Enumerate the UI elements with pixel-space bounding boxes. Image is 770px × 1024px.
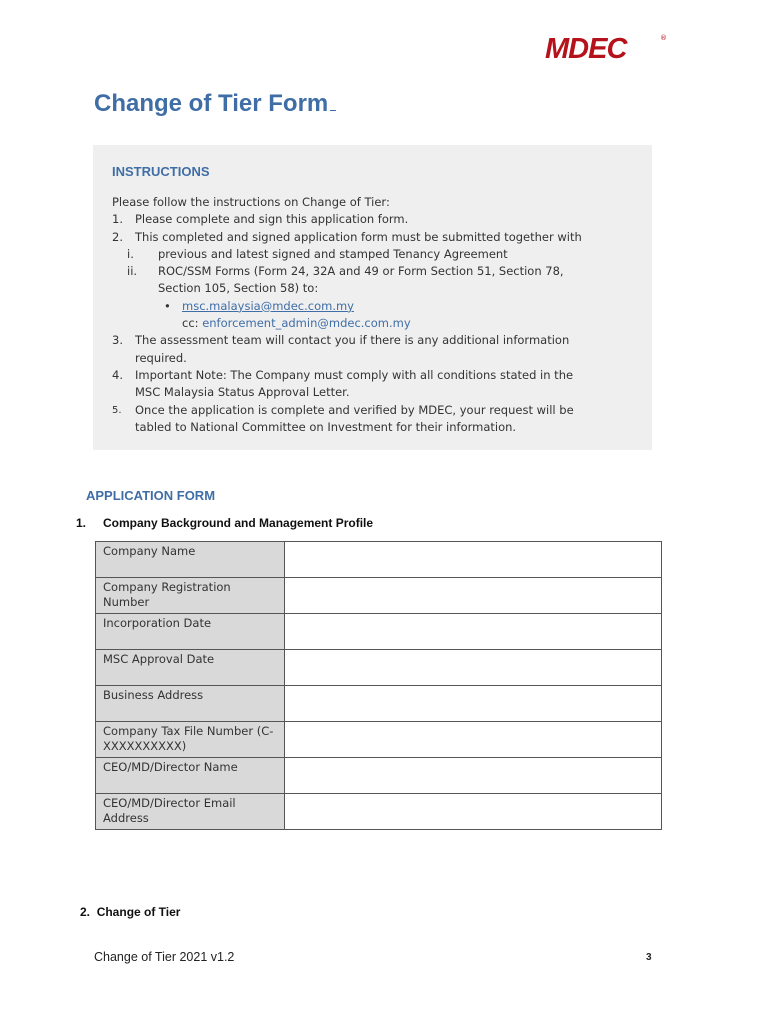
instructions-body (112, 194, 642, 436)
footer-doc-name: Change of Tier 2021 v1.2 (94, 950, 235, 964)
item-text: The assessment team will contact you if there is any additional information (135, 333, 570, 348)
page-title (94, 88, 336, 118)
item-number: 2. (112, 229, 123, 244)
instruction-item-2-ii (112, 263, 642, 280)
section-number: 1. (76, 516, 87, 530)
item-number: 1. (112, 212, 123, 227)
instructions-box (93, 145, 652, 450)
instruction-item-2-i (112, 246, 642, 263)
table-row (96, 578, 662, 614)
item-number: 5. (112, 404, 122, 416)
instructions-heading: INSTRUCTIONS (112, 164, 210, 179)
email-link-enforcement[interactable]: enforcement_admin@mdec.com.my (202, 316, 411, 331)
section-2-heading (80, 905, 180, 919)
table-row (96, 542, 662, 578)
tax-file-number-field[interactable] (285, 722, 662, 758)
item-text: tabled to National Committee on Investment for their information. (135, 419, 517, 434)
item-text: Section 105, Section 58) to: (158, 281, 319, 296)
instruction-item-4 (112, 367, 642, 384)
instructions-intro: Please follow the instructions on Change of Tier: (112, 195, 390, 209)
application-form-heading: APPLICATION FORM (86, 488, 216, 503)
email-cc-line (112, 315, 642, 332)
title-underline (330, 88, 336, 111)
table-row (96, 722, 662, 758)
instruction-item-3 (112, 332, 642, 349)
instruction-item-1 (112, 211, 642, 228)
field-label: Incorporation Date (96, 614, 285, 650)
email-link-msc[interactable]: msc.malaysia@mdec.com.my (182, 298, 354, 313)
instruction-item-2 (112, 229, 642, 246)
field-label: CEO/MD/Director Email Address (96, 794, 285, 830)
table-row (96, 686, 662, 722)
section-title: Change of Tier (96, 905, 181, 919)
field-label: CEO/MD/Director Name (96, 758, 285, 794)
field-label: Business Address (96, 686, 285, 722)
table-row (96, 758, 662, 794)
logo-text: MDEC (545, 33, 627, 65)
instruction-item-3-cont (112, 350, 642, 367)
table-row (96, 614, 662, 650)
page-title-text: Change of Tier Form (94, 90, 329, 117)
item-number: ii. (127, 264, 138, 279)
mdec-logo (545, 32, 667, 66)
registration-number-field[interactable] (285, 578, 662, 614)
registered-mark: ® (660, 34, 667, 42)
item-text: This completed and signed application form must be submitted together with (135, 229, 582, 244)
table-row (96, 794, 662, 830)
instruction-item-5 (112, 402, 642, 419)
company-name-field[interactable] (285, 542, 662, 578)
field-label: Company Name (96, 542, 285, 578)
item-number: i. (127, 246, 134, 261)
field-label: MSC Approval Date (96, 650, 285, 686)
item-text: previous and latest signed and stamped Tenancy Agreement (158, 246, 508, 261)
field-label: Company Tax File Number (C-XXXXXXXXXX) (96, 722, 285, 758)
field-label: Company Registration Number (96, 578, 285, 614)
section-number: 2. (80, 905, 91, 919)
page-number: 3 (646, 952, 652, 963)
bullet-icon: • (164, 298, 171, 313)
item-text: Important Note: The Company must comply with all conditions stated in the (135, 367, 574, 382)
item-number: 4. (112, 367, 123, 382)
cc-label: cc: (182, 316, 203, 331)
msc-approval-date-field[interactable] (285, 650, 662, 686)
item-number: 3. (112, 333, 123, 348)
company-profile-table (95, 541, 662, 830)
instruction-item-2-ii-cont (112, 280, 642, 297)
email-bullet (112, 298, 642, 315)
item-text: Once the application is complete and verified by MDEC, your request will be (135, 402, 574, 417)
section-title: Company Background and Management Profile (103, 516, 374, 530)
item-text: Please complete and sign this application form. (135, 212, 409, 227)
instruction-item-4-cont (112, 384, 642, 401)
instruction-item-5-cont (112, 419, 642, 436)
director-email-field[interactable] (285, 794, 662, 830)
item-text: ROC/SSM Forms (Form 24, 32A and 49 or Form Section 51, Section 78, (158, 264, 564, 279)
section-1-heading (76, 516, 373, 530)
business-address-field[interactable] (285, 686, 662, 722)
incorporation-date-field[interactable] (285, 614, 662, 650)
item-text: required. (135, 350, 187, 365)
table-row (96, 650, 662, 686)
director-name-field[interactable] (285, 758, 662, 794)
item-text: MSC Malaysia Status Approval Letter. (135, 385, 350, 400)
